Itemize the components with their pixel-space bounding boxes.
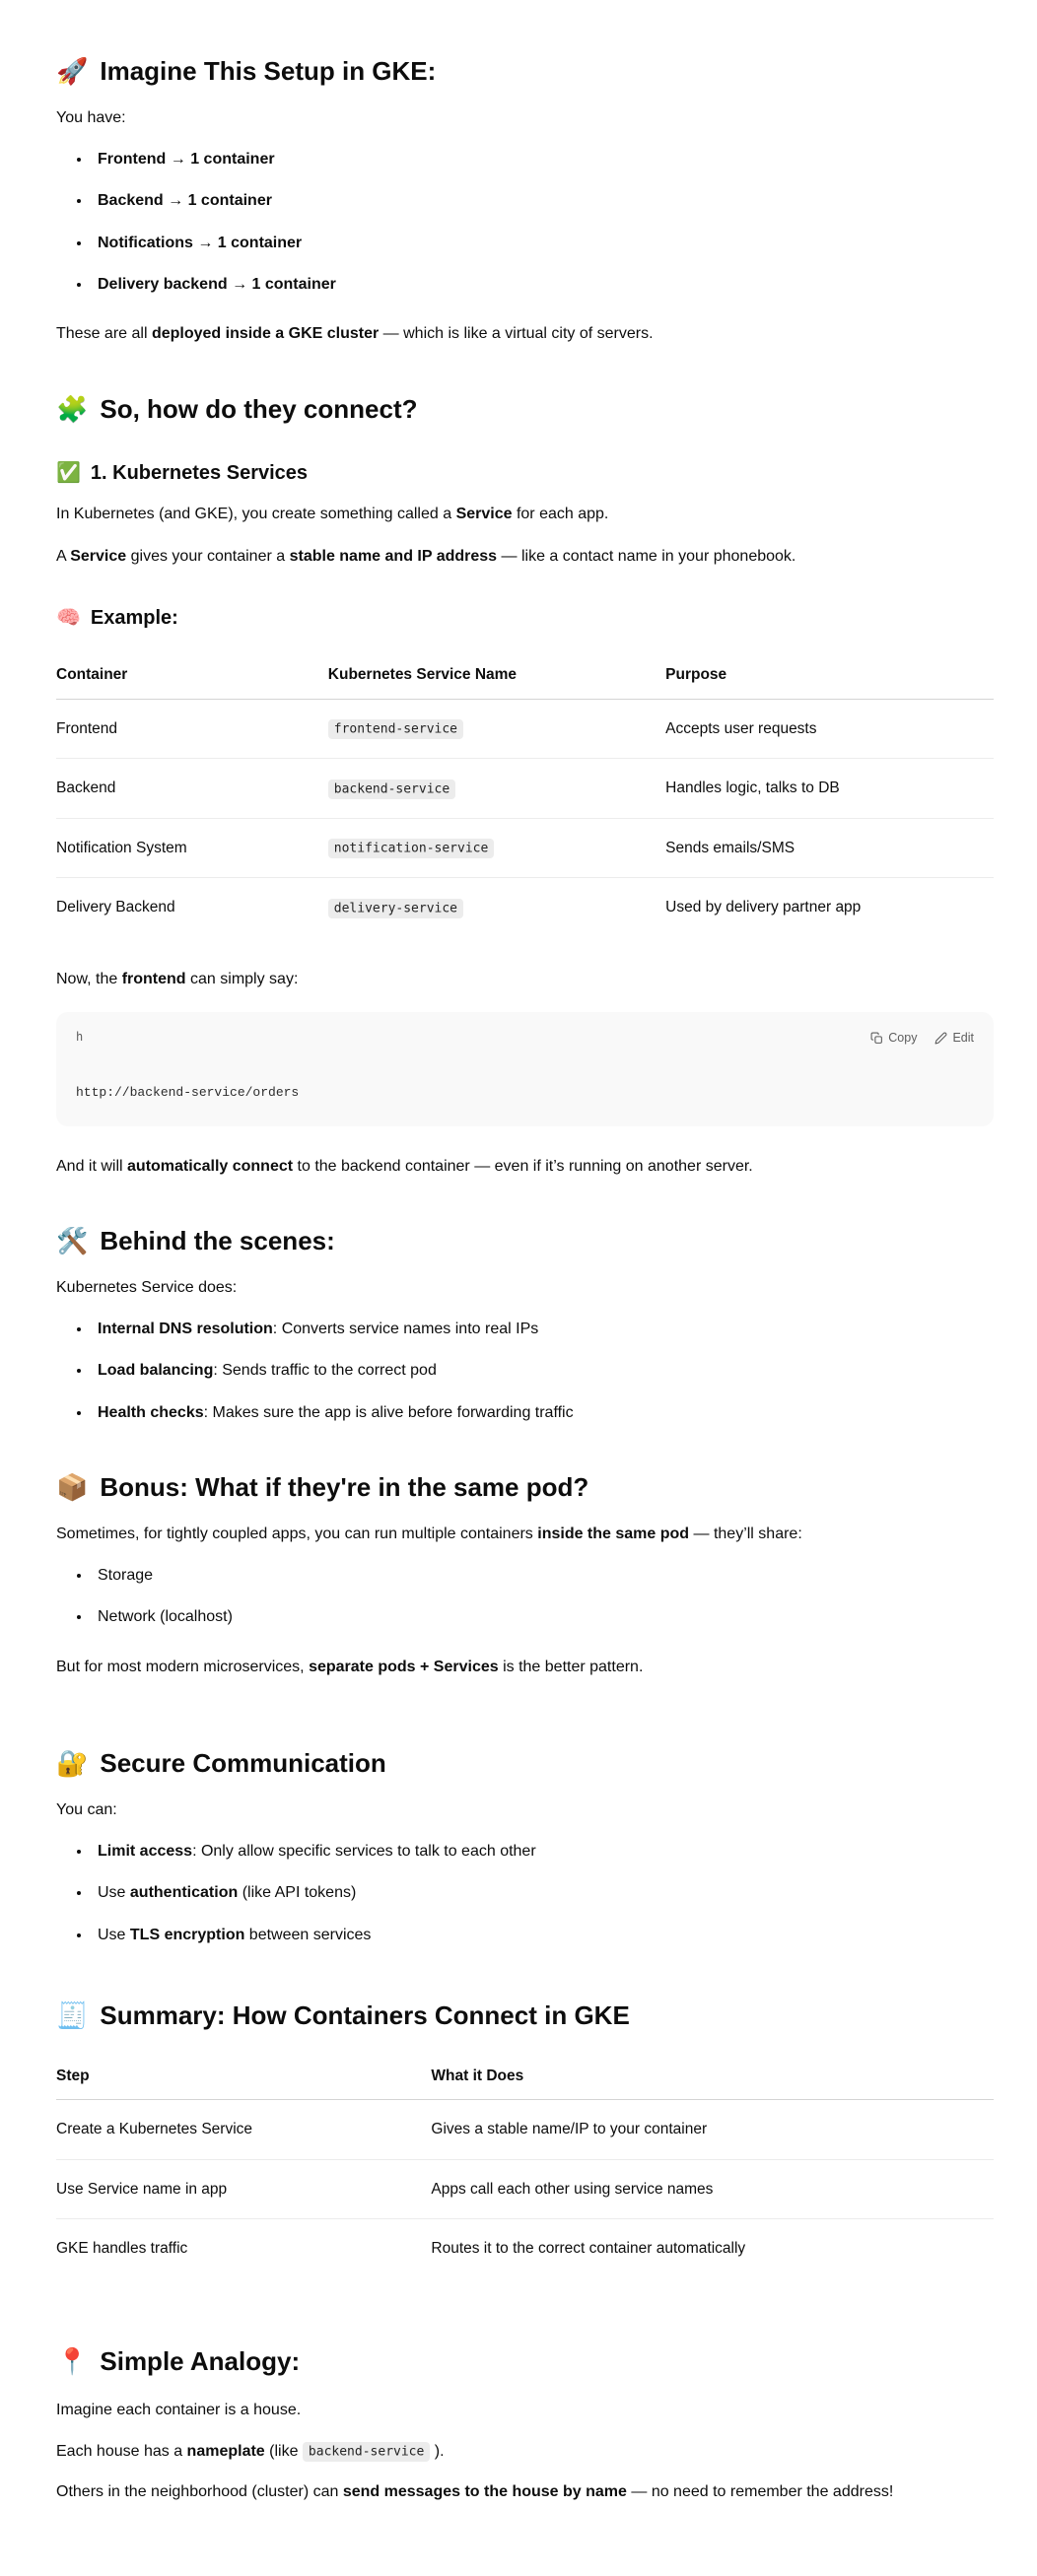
brain-icon: 🧠	[56, 607, 81, 630]
pin-icon: 📍	[56, 2345, 89, 2376]
section-title-example	[56, 605, 994, 631]
secure-lead: You can:	[56, 1800, 117, 1818]
section-title-intro	[56, 55, 994, 88]
list-item: • Use authentication (like API tokens)	[92, 1880, 994, 1906]
behind-list	[56, 1317, 994, 1426]
section-title-text: Bonus: What if they're in the same pod?	[100, 1472, 589, 1503]
analogy-paragraph-2: Each house has a nameplate (like backend-service ).	[56, 2436, 994, 2467]
code-block	[56, 1012, 994, 1125]
puzzle-icon: 🧩	[56, 393, 89, 424]
edit-button-label: Edit	[952, 1031, 974, 1046]
section-title-text: Imagine This Setup in GKE:	[100, 56, 437, 86]
table-cell: Handles logic, talks to DB	[665, 759, 994, 819]
inline-code: delivery-service	[328, 899, 463, 918]
example-table	[56, 652, 994, 937]
table-row	[56, 2100, 994, 2160]
code-language-label: h	[76, 1030, 84, 1045]
code-actions	[870, 1031, 974, 1045]
summary-table	[56, 2054, 994, 2278]
section-title-behind	[56, 1225, 994, 1257]
list-item: • Delivery backend → 1 container	[92, 272, 994, 298]
rocket-icon: 🚀	[56, 56, 89, 86]
services-paragraph-1: In Kubernetes (and GKE), you create something called a Service for each app.	[56, 506, 609, 523]
list-item: • Frontend → 1 container	[92, 147, 994, 172]
list-item: • Load balancing: Sends traffic to the correct pod	[92, 1358, 994, 1384]
section-title-text: Example:	[90, 607, 178, 630]
intro-outro: These are all deployed inside a GKE cluster — which is like a virtual city of servers.	[56, 325, 654, 343]
edit-button[interactable]	[934, 1031, 974, 1045]
table-cell: Delivery Backend	[56, 899, 175, 916]
section-title-connect	[56, 393, 994, 426]
bonus-outro: But for most modern microservices, separate pods + Services is the better pattern.	[56, 1658, 644, 1675]
table-cell: Sends emails/SMS	[665, 818, 994, 878]
section-title-analogy	[56, 2345, 994, 2378]
copy-button-label: Copy	[888, 1031, 918, 1046]
section-title-text: Summary: How Containers Connect in GKE	[100, 2000, 630, 2031]
table-cell	[328, 878, 665, 937]
column-header: Purpose	[665, 652, 994, 699]
copy-icon	[870, 1032, 883, 1045]
services-paragraph-2: A Service gives your container a stable name and IP address — like a contact name in your phonebook.	[56, 547, 796, 565]
table-cell: Backend	[56, 759, 328, 819]
list-item: • Use TLS encryption between services	[92, 1923, 994, 1948]
list-item: • Network (localhost)	[92, 1604, 994, 1630]
section-title-services	[56, 460, 994, 486]
table-cell	[328, 818, 665, 878]
tools-icon: 🛠️	[56, 1226, 89, 1256]
code-block-header	[76, 1028, 974, 1048]
behind-lead: Kubernetes Service does:	[56, 1278, 238, 1296]
list-item: • Notifications → 1 container	[92, 231, 994, 256]
section-title-bonus	[56, 1471, 994, 1504]
table-cell: Frontend	[56, 699, 328, 759]
table-cell: Routes it to the correct container automatically	[431, 2240, 746, 2258]
table-cell: Accepts user requests	[665, 699, 994, 759]
table-cell: Create a Kubernetes Service	[56, 2100, 431, 2160]
table-row	[56, 759, 994, 819]
column-header: Step	[56, 2054, 431, 2100]
inline-code: frontend-service	[328, 719, 463, 739]
table-cell: Use Service name in app	[56, 2159, 431, 2219]
code-content: http://backend-service/orders	[76, 1085, 300, 1101]
bonus-paragraph: Sometimes, for tightly coupled apps, you can run multiple containers inside the same pod — they’ll share:	[56, 1525, 802, 1542]
section-title-text: So, how do they connect?	[100, 393, 418, 424]
table-cell: Used by delivery partner app	[665, 899, 862, 916]
analogy-text	[56, 2395, 994, 2507]
frontend-call-paragraph: Now, the frontend can simply say:	[56, 970, 299, 987]
package-icon: 📦	[56, 1472, 89, 1503]
column-header: What it Does	[431, 2054, 994, 2100]
table-cell: Notification System	[56, 818, 328, 878]
section-title-summary	[56, 2000, 994, 2032]
column-header: Container	[56, 652, 328, 699]
list-item: • Backend → 1 container	[92, 188, 994, 214]
analogy-paragraph-1: Imagine each container is a house.	[56, 2402, 302, 2419]
list-item: • Health checks: Makes sure the app is alive before forwarding traffic	[92, 1400, 994, 1426]
table-row	[56, 878, 994, 937]
edit-icon	[934, 1032, 947, 1045]
table-cell: Gives a stable name/IP to your container	[431, 2100, 994, 2160]
analogy-paragraph-3: Others in the neighborhood (cluster) can send messages to the house by name — no need to remember the address!	[56, 2482, 894, 2500]
receipt-icon: 🧾	[56, 2000, 89, 2031]
intro-lead: You have:	[56, 108, 126, 126]
section-title-secure	[56, 1747, 994, 1780]
container-list	[56, 147, 994, 299]
section-title-text: Behind the scenes:	[100, 1226, 335, 1256]
table-row	[56, 2219, 994, 2278]
secure-list	[56, 1839, 994, 1948]
table-header-row	[56, 652, 994, 699]
table-row	[56, 699, 994, 759]
inline-code: backend-service	[303, 2442, 430, 2462]
section-title-text: Simple Analogy:	[100, 2345, 301, 2376]
check-icon: ✅	[56, 462, 81, 485]
copy-button[interactable]	[870, 1031, 917, 1045]
table-row	[56, 818, 994, 878]
table-cell	[328, 759, 665, 819]
table-cell: Apps call each other using service names	[431, 2159, 994, 2219]
table-cell: GKE handles traffic	[56, 2240, 188, 2258]
list-item: • Storage	[92, 1563, 994, 1589]
list-item: • Internal DNS resolution: Converts service names into real IPs	[92, 1317, 994, 1342]
lock-icon: 🔐	[56, 1748, 89, 1779]
bonus-list	[56, 1563, 994, 1631]
inline-code: notification-service	[328, 839, 495, 858]
inline-code: backend-service	[328, 780, 455, 799]
list-item: • Limit access: Only allow specific services to talk to each other	[92, 1839, 994, 1864]
section-title-text: Secure Communication	[100, 1748, 386, 1779]
table-cell	[328, 699, 665, 759]
section-title-text: 1. Kubernetes Services	[90, 462, 309, 485]
table-header-row	[56, 2054, 994, 2100]
column-header: Kubernetes Service Name	[328, 652, 665, 699]
table-row	[56, 2159, 994, 2219]
auto-connect-paragraph: And it will automatically connect to the backend container — even if it’s running on another server.	[56, 1157, 753, 1175]
